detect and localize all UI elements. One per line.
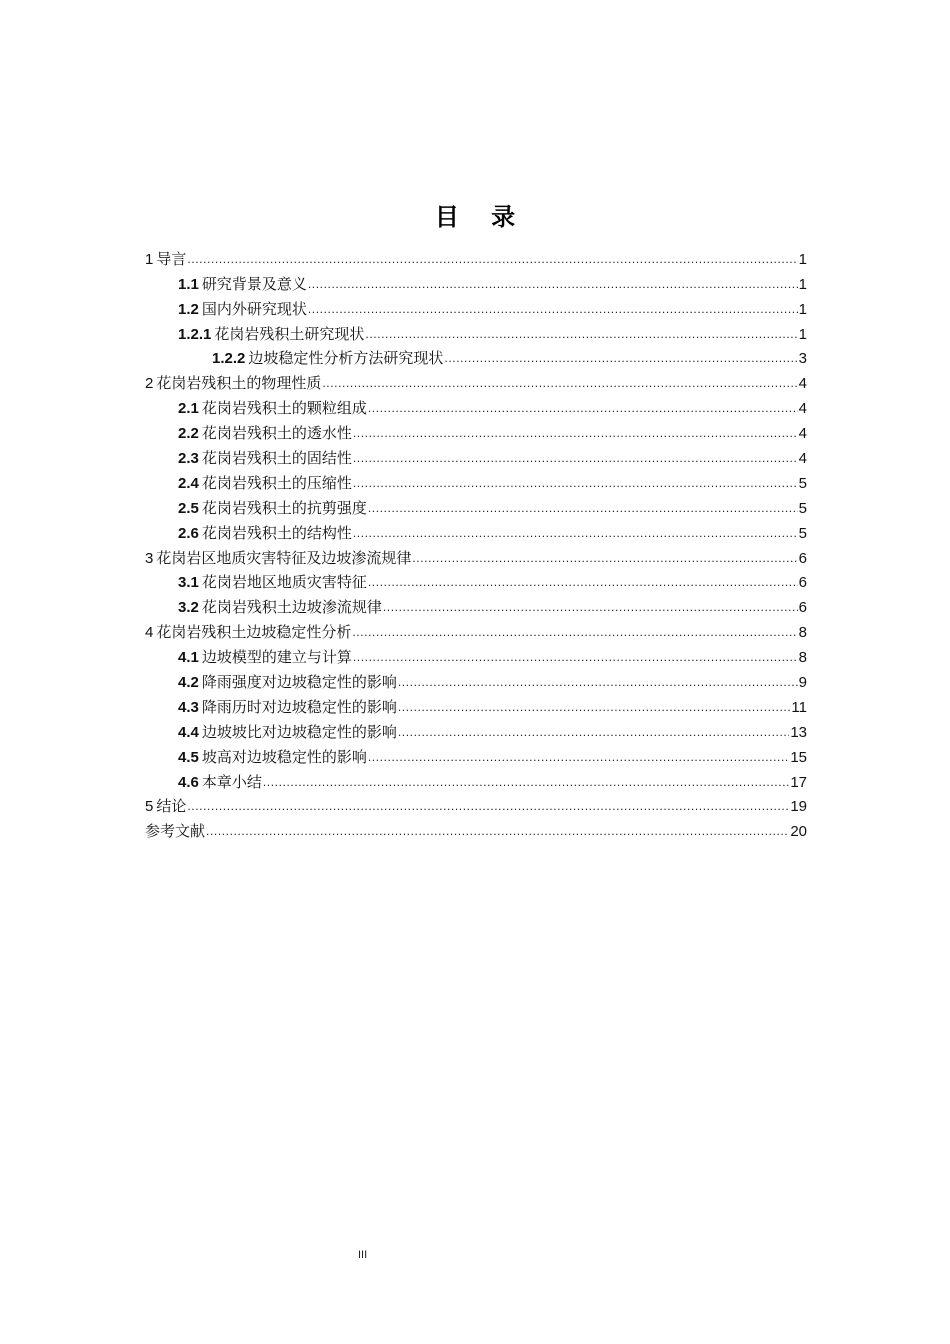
- toc-entry-page: 5: [798, 499, 807, 517]
- toc-entry-page: 9: [798, 674, 807, 692]
- toc-entry-page: 6: [798, 549, 807, 567]
- toc-entry[interactable]: [145, 642, 807, 667]
- toc-entry-title: 花岗岩残积土边坡稳定性分析: [156, 623, 352, 642]
- toc-leader-dots: [412, 549, 797, 568]
- toc-entry-page: 5: [798, 474, 807, 492]
- toc-entry-title: 花岗岩残积土研究现状: [214, 324, 365, 343]
- toc-leader-dots: [398, 723, 789, 742]
- toc-entry[interactable]: [145, 443, 807, 468]
- page-number: III: [358, 1249, 368, 1261]
- toc-entry[interactable]: [145, 319, 807, 344]
- toc-leader-dots: [368, 748, 789, 767]
- toc-entry-title: 坡高对边坡稳定性的影响: [201, 747, 367, 766]
- toc-entry-title: 降雨历时对边坡稳定性的影响: [201, 697, 397, 716]
- toc-leader-dots: [444, 349, 797, 368]
- toc-leader-dots: [353, 474, 798, 493]
- toc-entry[interactable]: [145, 592, 807, 617]
- toc-entry-title: 边坡稳定性分析方法研究现状: [248, 349, 444, 368]
- toc-entry-title: 花岗岩残积土的抗剪强度: [201, 498, 367, 517]
- toc-entry[interactable]: [145, 568, 807, 593]
- toc-entry[interactable]: [145, 717, 807, 742]
- toc-leader-dots: [308, 300, 798, 319]
- toc-leader-dots: [308, 275, 798, 294]
- toc-entry-title: 花岗岩残积土的透水性: [201, 424, 352, 443]
- toc-entry-title: 研究背景及意义: [201, 274, 307, 293]
- toc-entry[interactable]: [145, 468, 807, 493]
- toc-entry-number: 4.2: [178, 674, 199, 692]
- toc-entry-page: 8: [798, 624, 807, 642]
- toc-entry-title: 花岗岩地区地质灾害特征: [201, 573, 367, 592]
- toc-entry[interactable]: [145, 742, 807, 767]
- toc-entry[interactable]: [145, 543, 807, 568]
- toc-entry-page: 4: [798, 375, 807, 393]
- toc-entry-page: 17: [790, 773, 807, 791]
- toc-entry-number: 4.3: [178, 698, 199, 716]
- toc-entry-page: 4: [798, 400, 807, 418]
- toc-entry-number: 4.4: [178, 723, 199, 741]
- toc-leader-dots: [187, 797, 789, 816]
- toc-entry-number: 2.5: [178, 499, 199, 517]
- toc-leader-dots: [383, 598, 798, 617]
- toc-entry-number: 3: [145, 549, 154, 567]
- toc-entry[interactable]: [145, 368, 807, 393]
- toc-leader-dots: [322, 374, 797, 393]
- table-of-contents: [145, 244, 807, 841]
- toc-entry-page: 19: [790, 798, 807, 816]
- toc-leader-dots: [398, 698, 791, 717]
- toc-entry-title: 花岗岩残积土的颗粒组成: [201, 399, 367, 418]
- toc-leader-dots: [263, 773, 789, 792]
- toc-entry[interactable]: [145, 667, 807, 692]
- toc-entry[interactable]: [145, 269, 807, 294]
- toc-entry-title: 花岗岩残积土的物理性质: [156, 374, 322, 393]
- toc-entry-number: 3.2: [178, 599, 199, 617]
- toc-entry-page: 1: [798, 250, 807, 268]
- toc-entry[interactable]: [145, 344, 807, 369]
- toc-entry-number: 1.2: [178, 300, 199, 318]
- toc-entry-title: 边坡模型的建立与计算: [201, 648, 352, 667]
- toc-entry-number: 2.2: [178, 425, 199, 443]
- toc-entry-title: 花岗岩区地质灾害特征及边坡渗流规律: [156, 548, 412, 567]
- toc-entry-title: 边坡坡比对边坡稳定性的影响: [201, 722, 397, 741]
- toc-entry-number: 2.6: [178, 524, 199, 542]
- toc-entry-page: 4: [798, 425, 807, 443]
- toc-entry-number: 2.3: [178, 450, 199, 468]
- toc-entry[interactable]: [145, 393, 807, 418]
- toc-entry-title: 结论: [156, 797, 187, 816]
- toc-leader-dots: [368, 573, 798, 592]
- toc-entry-number: 2.4: [178, 474, 199, 492]
- toc-entry-title: 国内外研究现状: [201, 299, 307, 318]
- toc-entry-number: 4.1: [178, 649, 199, 667]
- toc-entry-number: 1: [145, 250, 154, 268]
- toc-entry-page: 8: [798, 649, 807, 667]
- toc-entry-page: 6: [798, 599, 807, 617]
- toc-entry-number: 1.2.2: [212, 350, 246, 368]
- toc-entry-number: 4.6: [178, 773, 199, 791]
- toc-entry-title: 花岗岩残积土的压缩性: [201, 473, 352, 492]
- toc-entry-title: 导言: [156, 249, 187, 268]
- toc-entry-number: 2.1: [178, 400, 199, 418]
- toc-entry-page: 5: [798, 524, 807, 542]
- toc-entry[interactable]: [145, 518, 807, 543]
- toc-entry-number: 4.5: [178, 748, 199, 766]
- toc-entry-number: 4: [145, 624, 154, 642]
- toc-leader-dots: [353, 648, 798, 667]
- toc-entry-page: 13: [790, 723, 807, 741]
- toc-entry-page: 6: [798, 574, 807, 592]
- toc-entry-page: 3: [798, 350, 807, 368]
- toc-entry-page: 1: [798, 325, 807, 343]
- toc-leader-dots: [187, 250, 797, 269]
- toc-entry[interactable]: [145, 418, 807, 443]
- toc-entry[interactable]: [145, 792, 807, 817]
- toc-entry-page: 1: [798, 300, 807, 318]
- toc-entry-title: 参考文献: [145, 822, 206, 841]
- toc-leader-dots: [206, 822, 789, 841]
- toc-entry[interactable]: [145, 294, 807, 319]
- toc-entry-title: 花岗岩残积土的结构性: [201, 523, 352, 542]
- toc-leader-dots: [398, 673, 798, 692]
- toc-entry-title: 本章小结: [201, 772, 262, 791]
- toc-entry-page: 1: [798, 275, 807, 293]
- toc-entry-title: 花岗岩残积土边坡渗流规律: [201, 598, 382, 617]
- toc-leader-dots: [353, 449, 798, 468]
- toc-leader-dots: [353, 524, 798, 543]
- toc-entry-number: 2: [145, 375, 154, 393]
- toc-entry-page: 4: [798, 450, 807, 468]
- toc-entry-title: 降雨强度对边坡稳定性的影响: [201, 673, 397, 692]
- toc-entry-page: 15: [790, 748, 807, 766]
- toc-leader-dots: [352, 623, 797, 642]
- toc-entry-number: 1.2.1: [178, 325, 212, 343]
- toc-entry[interactable]: [145, 767, 807, 792]
- page-title: 目 录: [434, 203, 528, 231]
- toc-entry[interactable]: [145, 617, 807, 642]
- toc-leader-dots: [368, 399, 798, 418]
- toc-entry[interactable]: [145, 816, 807, 841]
- toc-entry-number: 5: [145, 798, 154, 816]
- toc-leader-dots: [368, 499, 798, 518]
- toc-entry-page: 11: [791, 698, 807, 716]
- toc-entry[interactable]: [145, 692, 807, 717]
- toc-entry-title: 花岗岩残积土的固结性: [201, 449, 352, 468]
- toc-entry-number: 1.1: [178, 275, 199, 293]
- toc-entry-page: 20: [790, 823, 807, 841]
- toc-entry[interactable]: [145, 244, 807, 269]
- toc-leader-dots: [365, 325, 797, 344]
- toc-entry[interactable]: [145, 493, 807, 518]
- toc-entry-number: 3.1: [178, 574, 199, 592]
- toc-leader-dots: [353, 424, 798, 443]
